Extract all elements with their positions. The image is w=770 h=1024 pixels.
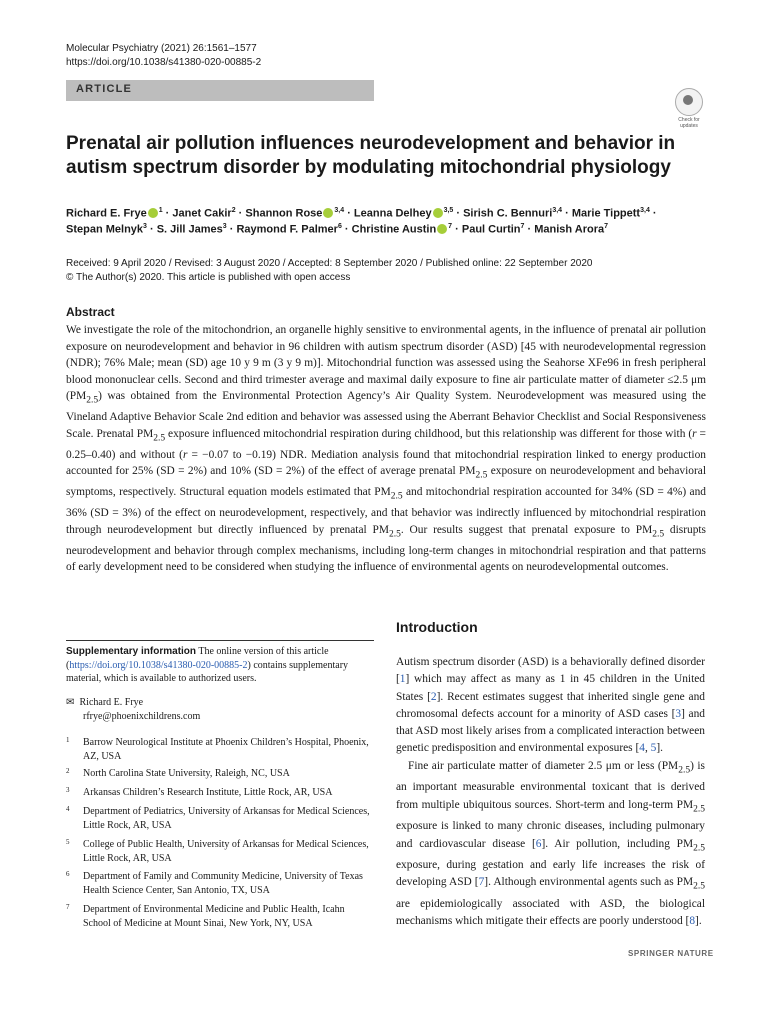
correspondence [66, 696, 200, 724]
author-name: S. Jill James [156, 223, 223, 236]
affiliation-item: 2 North Carolina State University, Raleigh, NC, USA [66, 767, 290, 779]
affiliation-item: 7 Department of Environmental Medicine and Public Health, Icahn School of Medicine at Mount Sinai, New York, NY, USA [66, 903, 345, 929]
orcid-icon[interactable] [323, 208, 333, 218]
abstract-text: We investigate the role of the mitochondrion, an organelle highly sensitive to environmental agents, in the influence of prenatal air pollution exposure on neurodevelopment and behavior in 96 children with autism spectrum disorder (ASD) [45 with neurodevelopmental regression (NDR); 76% Male; mean (SD) age 10 y 9 m (3 y 9 m)]. Mitochondrial function was assessed using the Seahorse XFe96 in fresh peripheral blood mononuclear cells. Second and third trimester average and maximal daily exposure to fine air particulate matter of diameter ≤2.5 μm $(PM_{2.5})$ was obtained from the Environmental Protection Agency’s Air Quality System. Neurodevelopment was measured using the Vineland Adaptive Behavior Scale 2nd edition and behavior was assessed using the Aberrant Behavior Checklist and Social Responsiveness Scale. Prenatal $PM_{2.5}$ exposure influenced mitochondrial respiration during childhood, but this relationship was different for those with (r = 0.25–0.40) and without (r = −0.07 to −0.19) NDR. Mediation analysis found that mitochondrial respiration linked to energy production accounted for 25% (SD = 2%) and 10% (SD = 2%) of the effect of average prenatal $PM_{2.5}$ exposure on neurodevelopment and behavioral symptoms, respectively. Structural equation models estimated that $PM_{2.5}$ and mitochondrial respiration accounted for 34% (SD = 4%) and 36% (SD = 3%) of the effect on neurodevelopment, respectively, and that behavior was indirectly influenced by mitochondrial respiration through neurodevelopment but directly influenced by prenatal $PM_{2.5}$. Our results suggest that prenatal exposure to $PM_{2.5}$ disrupts neurodevelopment and behavior through complex mechanisms, including long-term changes in mitochondrial respiration and that patterns of early development need to be considered when studying the influence of environmental agents on neurodevelopmental outcomes. [66, 324, 706, 574]
journal-info [66, 42, 261, 70]
author-name: Raymond F. Palmer [236, 223, 338, 236]
article-title: Prenatal air pollution influences neurodevelopment and behavior in autism spectrum disorder by modulating mitochondrial physiology [66, 133, 676, 178]
author-name: Shannon Rose [245, 207, 323, 220]
journal-citation: Molecular Psychiatry (2021) 26:1561–1577 [66, 43, 257, 54]
check-for-updates-badge[interactable] [673, 88, 705, 128]
reference-link[interactable]: 1 [399, 673, 406, 686]
introduction-heading: Introduction [396, 619, 478, 635]
article-type-band [66, 80, 374, 101]
author-name: Paul Curtin [461, 223, 521, 236]
reference-link[interactable]: 7 [478, 876, 485, 889]
supplementary-info: Supplementary information The online version of this article (https://doi.org/10.1038/s41380-020-00885-2) contains supplementary material, which is available to authorized users. [66, 646, 349, 685]
article-type-label: ARTICLE [76, 83, 133, 95]
orcid-icon[interactable] [148, 208, 158, 218]
correspondence-email[interactable]: rfrye@phoenixchildrens.com [83, 711, 201, 722]
reference-link[interactable]: 5 [650, 742, 657, 755]
author-affiliation: 7 [520, 223, 525, 230]
footnote-divider [66, 640, 374, 641]
reference-link[interactable]: 8 [689, 915, 696, 928]
author-affiliation: 7 [448, 223, 453, 230]
check-updates-text: Check for updates [678, 117, 700, 129]
author-affiliation: 3 [222, 223, 227, 230]
author-name: Christine Austin [351, 223, 437, 236]
author-affiliation: 3 [143, 223, 147, 230]
envelope-icon: ✉ [66, 697, 75, 708]
affiliation-item: 5 College of Public Health, University of Arkansas for Medical Sciences, Little Rock, AR, USA [66, 838, 369, 864]
check-updates-icon [675, 88, 703, 116]
intro-paragraph: Autism spectrum disorder (ASD) is a behaviorally defined disorder [1] which may affect as many as 1 in 45 children in the United States [2]. Recent estimates suggest that inherited single gene and chromosomal defects account for a minority of ASD cases [3] and that ASD most likely arises from a complicated interaction between genetic predisposition and environmental exposures [4, 5]. [396, 656, 706, 755]
publication-dates [66, 257, 592, 285]
reference-link[interactable]: 2 [430, 690, 437, 703]
reference-link[interactable]: 6 [535, 837, 542, 850]
abstract-heading: Abstract [66, 305, 115, 319]
journal-doi[interactable]: https://doi.org/10.1038/s41380-020-00885-2 [66, 57, 262, 68]
author-affiliation: 3,5 [443, 207, 454, 214]
author-affiliation: 6 [337, 223, 342, 230]
author-list-line-1: Richard E. Frye $^1$ · Janet Cakir$^2$ · Shannon Rose $^{3,4}$ · Leanna Delhey $^{3,5}$ · Sirish C. Bennuri$^{3,4}$ · Marie Tippett$^{3,4}$ · [66, 207, 657, 220]
history-dates: Received: 9 April 2020 / Revised: 3 August 2020 / Accepted: 8 September 2020 / Published online: 22 September 2020 [66, 258, 593, 269]
author-name: Marie Tippett [571, 207, 641, 220]
author-name: Sirish C. Bennuri [463, 207, 553, 220]
publisher-logo: SPRINGER NATURE [628, 949, 714, 958]
author-affiliation: 3,4 [334, 207, 345, 214]
author-name: Richard E. Frye [66, 207, 147, 220]
author-affiliation: 1 [158, 207, 163, 214]
intro-paragraph: Fine air particulate matter of diameter 2.5 μm or less $(PM_{2.5})$ is an important measurable environmental toxicant that is derived from multiple ubiquitous sources. Short-term and long-term $PM_{2.5}$ exposure is linked to many chronic diseases, including pulmonary and cardiovascular disease [6]. Air pollution, including $PM_{2.5}$ exposure, during gestation and early life increases the risk of developing ASD [7]. Although environmental agents such as $PM_{2.5}$ are epidemiologically associated with ASD, the biological mechanisms which mitigate their effects are poorly understood [8]. [396, 759, 705, 928]
author-affiliation: 7 [604, 223, 609, 230]
orcid-icon[interactable] [433, 208, 443, 218]
orcid-icon[interactable] [437, 224, 447, 234]
author-affiliation: 2 [231, 207, 236, 214]
supplementary-link[interactable]: https://doi.org/10.1038/s41380-020-00885-2 [69, 659, 248, 671]
author-affiliation: 3,4 [640, 207, 650, 214]
reference-link[interactable]: 3 [675, 707, 682, 720]
author-name: Manish Arora [534, 223, 605, 236]
reference-link[interactable]: 4 [639, 742, 645, 755]
affiliation-item: 6 Department of Family and Community Medicine, University of Texas Health Science Center, San Antonio, TX, USA [66, 870, 363, 896]
author-name: Janet Cakir [172, 207, 232, 220]
license-line: © The Author(s) 2020. This article is published with open access [66, 272, 351, 283]
affiliation-item: 1 Barrow Neurological Institute at Phoenix Children’s Hospital, Phoenix, AZ, USA [66, 736, 369, 762]
correspondence-name: Richard E. Frye [79, 697, 144, 708]
author-name: Leanna Delhey [353, 207, 432, 220]
affiliation-item: 3 Arkansas Children’s Research Institute, Little Rock, AR, USA [66, 786, 333, 798]
introduction-body [396, 654, 705, 931]
affiliation-item: 4 Department of Pediatrics, University of Arkansas for Medical Sciences, Little Rock, AR, USA [66, 805, 370, 831]
author-name: Stepan Melnyk [66, 223, 144, 236]
author-list-line-2: Stepan Melnyk$^3$ · S. Jill James$^3$ · Raymond F. Palmer$^6$ · Christine Austin $^7$ · Paul Curtin$^7$ · Manish Arora$^7$ [66, 223, 609, 236]
author-affiliation: 3,4 [552, 207, 563, 214]
